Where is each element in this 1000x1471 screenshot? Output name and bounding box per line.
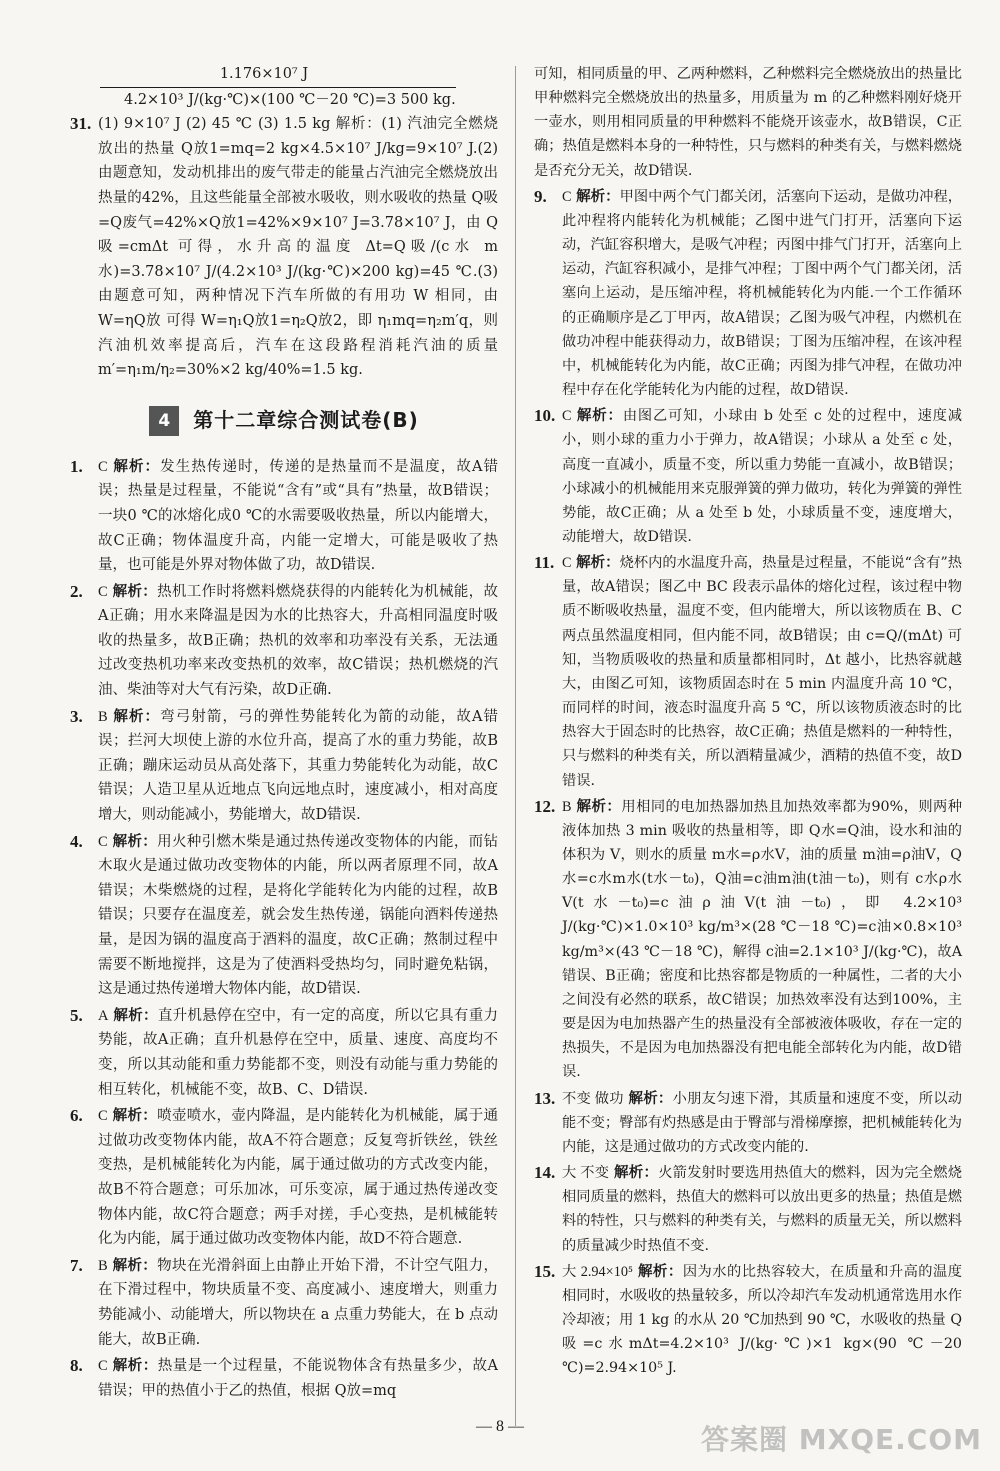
question-number: 31. [70, 114, 92, 134]
answer-choice: B [562, 798, 572, 815]
question-number: 13. [534, 1088, 556, 1108]
question-number: 15. [534, 1261, 556, 1281]
answer-choice: A [98, 1007, 109, 1024]
answer-choice: 不变 做功 [562, 1090, 624, 1107]
answer-item [70, 705, 498, 828]
answer-31 [70, 112, 498, 383]
analysis-text: 弯弓射箭，弓的弹性势能转化为箭的动能，故A错误；拦河大坝使上游的水位升高，提高了水的重力势能，故B正确；蹦床运动员从高处落下，其重力势能转化为动能，故C错误；人造卫星从近地点飞向远地点时，速度减小，相对高度增大，则动能减小，势能增大，故D错误. [98, 708, 499, 824]
answer-choice: C [98, 458, 108, 475]
question-number: 10. [534, 406, 556, 426]
question-number: 11. [534, 553, 555, 573]
question-number: 14. [534, 1163, 556, 1183]
question-number: 12. [534, 796, 556, 816]
answer-item [70, 1104, 498, 1252]
page-number: — 8 — [476, 1418, 524, 1435]
right-column [534, 62, 962, 1382]
answer-choice: C [562, 408, 572, 425]
analysis-label: 解析： [576, 188, 620, 205]
analysis-text: 热机工作时将燃料燃烧获得的内能转化为机械能，故A正确；用水来降温是因为水的比热容大，升高相同温度时吸收的热量多，故B正确；热机的效率和功率没有关系，无法通过改变热机功率来改变热机的效率，故C错误；热机燃烧的汽油、柴油等对大气有污染，故D正确. [98, 583, 499, 699]
answer-item [534, 404, 962, 549]
analysis-label: 解析： [576, 798, 622, 815]
question-number: 6. [70, 1106, 83, 1126]
equation-denominator: 4.2×10³ J/(kg·℃)×(100 ℃－20 ℃)=3 500 kg. [100, 87, 456, 113]
answer-item [70, 455, 498, 578]
analysis-text: 因为水的比热容较大，在质量和升高的温度相同时，水吸收的热量较多，所以冷却汽车发动机通常选用水作冷却液；用 1 kg 的水从 20 ℃加热到 90 ℃，水吸收的热量 Q吸=c水mΔt=4.2×10³ J/(kg·℃)×1 kg×(90 ℃－20 ℃)=2.94×10⁵ J. [562, 1263, 962, 1377]
answer-choice: C [98, 1358, 108, 1375]
analysis-label: 解析： [637, 1263, 683, 1280]
question-number: 3. [70, 706, 83, 726]
right-answer-list [534, 185, 962, 1381]
answer-item [70, 1254, 498, 1352]
answer-item [70, 580, 498, 703]
analysis-text: 由图乙可知，小球由 b 处至 c 处的过程中，速度减小，则小球的重力小于弹力，故A错误；小球从 a 处至 c 处，高度一直减小，质量不变，所以重力势能一直减小，故B错误；小球减小的机械能用来克服弹簧的弹力做功，转化为弹簧的弹性势能，故C正确；从 a 处至 b 处，小球质量不变，速度增大，动能增大，故D错误. [562, 408, 962, 545]
answer-item [534, 551, 962, 793]
question-number: 2. [70, 581, 83, 601]
answer-item [534, 1087, 962, 1159]
analysis-label: 解析： [628, 1090, 673, 1107]
question-number: 5. [70, 1005, 83, 1025]
answer-choice: C [98, 1108, 108, 1125]
answer-item [534, 1161, 962, 1258]
question-number: 7. [70, 1255, 83, 1275]
section-badge: 4 [149, 406, 179, 436]
section-title: 第十二章综合测试卷(B) [193, 408, 419, 433]
section-heading [70, 401, 498, 441]
answer-item [70, 1004, 498, 1102]
analysis-text: 热量是一个过程量，不能说物体含有热量多少，故A错误；甲的热值小于乙的热值，根据 Q放=mq [98, 1358, 499, 1399]
question-number: 1. [70, 456, 83, 476]
left-answer-list [70, 455, 498, 1404]
analysis-label: 解析： [113, 458, 161, 475]
analysis-text: 直升机悬停在空中，有一定的高度，所以它具有重力势能，故A正确；直升机悬停在空中，质量、速度、高度均不变，所以其动能和重力势能都不变，则没有动能与重力势能的相互转化，机械能不变，故B、C、D错误. [98, 1007, 499, 1098]
analysis-label: 解析： [576, 555, 620, 572]
answer-choice: 大 2.94×10⁵ [562, 1263, 633, 1280]
analysis-text: 物块在光滑斜面上由静止开始下滑，不计空气阻力，在下滑过程中，物块质量不变、高度减小、速度增大，则重力势能减小、动能增大，所以物块在 a 点重力势能大，在 b 点动能大，故B正确. [98, 1257, 499, 1348]
analysis-label: 解析： [112, 1108, 158, 1125]
analysis-text: 用相同的电加热器加热且加热效率都为90%，则两种液体加热 3 min 吸收的热量相等，即 Q水=Q油，设水和油的体积为 V，则水的质量 m水=ρ水V，油的质量 m油=ρ油V，Q水=c水m水(t水－t₀)，Q油=c油m油(t油－t₀)，则有 c水ρ水V(t水－t₀)=c油ρ油V(t油－t₀)，即 4.2×10³ J/(kg·℃)×1.0×10³ kg/m³×(28 ℃－18 ℃)=c油×0.8×10³ kg/m³×(43 ℃－18 ℃)，解得 c油=2.1×10³ J/(kg·℃)，故A错误、B正确；密度和比热容都是物质的一种属性，二者的大小之间没有必然的联系，故C错误；加热效率没有达到100%，主要是因为电加热器产生的热量没有全部被液体吸收，存在一定的热损失，不是因为电加热器没有把电能全部转化为内能，故D错误. [562, 798, 963, 1081]
analysis-text: 甲图中两个气门都关闭，活塞向下运动，是做功冲程，此冲程将内能转化为机械能；乙图中进气门打开，活塞向下运动，汽缸容积增大，是吸气冲程；丙图中排气门打开，活塞向上运动，汽缸容积减小，是排气冲程；丁图中两个气门都关闭，活塞向上运动，是压缩冲程，将机械能转化为内能.一个工作循环的正确顺序是乙丁甲丙，故A错误；乙图为吸气冲程，内燃机在做功冲程中能获得动力，故B错误；丁图为压缩冲程，在该冲程中，机械能转化为内能，故C正确；丙图为排气冲程，在做功冲程中存在化学能转化为内能的过程，故D错误. [562, 188, 962, 399]
analysis-text: 喷壶喷水，壶内降温，是内能转化为机械能，属于通过做功改变物体内能，故A不符合题意；反复弯折铁丝，铁丝变热，是机械能转化为内能，属于通过做功的方式改变内能，故B不符合题意；可乐加冰，可乐变凉，属于通过热传递改变物体内能，故C符合题意；两手对搓，手心变热，是机械能转化为内能，属于通过做功改变物体内能，故D不符合题意. [98, 1108, 499, 1248]
answer-choice: 大 不变 [562, 1165, 610, 1182]
answer-text: (1) 9×10⁷ J (2) 45 ℃ (3) 1.5 kg 解析：(1) 汽油完全燃烧放出的热量 Q放1=mq=2 kg×4.5×10⁷ J/kg=9×10⁷ J.(2) 由题意知，发动机排出的废气带走的能量占汽油完全燃烧放出热量的42%，且这些能量全部被水吸收，则水吸收的热量 Q吸=Q废气=42%×Q放1=42%×9×10⁷ J=3.78×10⁷ J，由 Q吸=cmΔt 可得，水升高的温度 Δt=Q吸/(c水 m水)=3.78×10⁷ J/(4.2×10³ J/(kg·℃)×200 kg)=45 ℃.(3) 由题意可知，两种情况下汽车所做的有用功 W 相同，由 W=ηQ放 可得 W=η₁Q放1=η₂Q放2，即 η₁mq=η₂m′q，则汽油机效率提高后，汽车在这段路程消耗汽油的质量 m′=η₁m/η₂=30%×2 kg/40%=1.5 kg. [98, 116, 498, 379]
answer-item [534, 1260, 962, 1381]
answer-item [534, 185, 962, 402]
answer-choice: B [98, 1257, 108, 1274]
question-number: 9. [534, 186, 547, 206]
answer-choice: B [98, 708, 108, 725]
question-number: 8. [70, 1356, 83, 1376]
answer-item [70, 1354, 498, 1403]
analysis-label: 解析： [112, 833, 158, 850]
answer-choice: C [98, 833, 108, 850]
answer-choice: C [562, 555, 572, 572]
answer-choice: C [562, 188, 572, 205]
watermark-logo: 答案圈 MXQE.COM [701, 1423, 982, 1456]
question-number: 4. [70, 831, 83, 851]
equation-numerator: 1.176×10⁷ J [219, 66, 309, 82]
analysis-label: 解析： [112, 583, 158, 600]
answer-choice: C [98, 583, 108, 600]
analysis-label: 解析： [614, 1165, 659, 1182]
analysis-label: 解析： [576, 408, 623, 425]
analysis-text: 小朋友匀速下滑，其质量和速度不变，所以动能不变；臀部有灼热感是由于臀部与滑梯摩擦，把机械能转化为内能，这是通过做功的方式改变内能的. [562, 1090, 962, 1155]
answer-8-continued: 可知，相同质量的甲、乙两种燃料，乙种燃料完全燃烧放出的热量比甲种燃料完全燃烧放出的热量多，用质量为 m 的乙种燃料刚好烧开一壶水，则用相同质量的甲种燃料不能烧开该壶水，故B错误，C正确；热值是燃料本身的一种特性，只与燃料的种类有关，与燃料燃烧是否充分无关，故D错误. [534, 66, 962, 179]
analysis-text: 用火种引燃木柴是通过热传递改变物体的内能，而钻木取火是通过做功改变物体的内能，所以两者原理不同，故A错误；木柴燃烧的过程，是将化学能转化为内能的过程，故B错误；只要存在温度差，就会发生热传递，锅能向酒料传递热量，是因为锅的温度高于酒料的温度，故C正确；熬制过程中需要不断地搅拌，这是为了使酒料受热均匀，同时避免粘锅，这是通过热传递增大物体内能，故D错误. [98, 833, 499, 998]
answer-item [534, 795, 962, 1085]
analysis-label: 解析： [113, 708, 161, 725]
analysis-label: 解析： [112, 1358, 158, 1375]
left-column [70, 62, 498, 1405]
column-divider [515, 66, 516, 1426]
analysis-text: 发生热传递时，传递的是热量而不是温度，故A错误；热量是过程量，不能说“含有”或“具有”热量，故B错误；一块0 ℃的冰熔化成0 ℃的水需要吸收热量，所以内能增大，故C正确；物体温度升高，内能一定增大，可能是吸收了热量，也可能是外界对物体做了功，故D错误. [98, 458, 499, 574]
analysis-text: 火箭发射时要选用热值大的燃料，因为完全燃烧相同质量的燃料，热值大的燃料可以放出更多的热量；热值是燃料的特性，只与燃料的种类有关，与燃料的质量无关，所以燃料的质量减少时热值不变. [562, 1165, 962, 1254]
analysis-text: 烧杯内的水温度升高，热量是过程量，不能说“含有”热量，故A错误；图乙中 BC 段表示晶体的熔化过程，该过程中物质不断吸收热量，温度不变，但内能增大，所以该物质在 B、C 两点虽然温度相同，但内能不同，故B错误；由 c=Q/(mΔt) 可知，当物质吸收的热量和质量都相同时，Δt 越小，比热容就越大，由图乙可知，该物质固态时在 5 min 内温度升高 10 ℃，而同样的时间，液态时温度升高 5 ℃，所以该物质液态时的比热容大于固态时的比热容，故C正确；热值是燃料的一种特性，只与燃料的种类有关，所以酒精量减少，酒精的热值不变，故D错误. [562, 555, 963, 789]
analysis-label: 解析： [113, 1007, 158, 1024]
answer-item [70, 830, 498, 1002]
analysis-label: 解析： [112, 1257, 158, 1274]
